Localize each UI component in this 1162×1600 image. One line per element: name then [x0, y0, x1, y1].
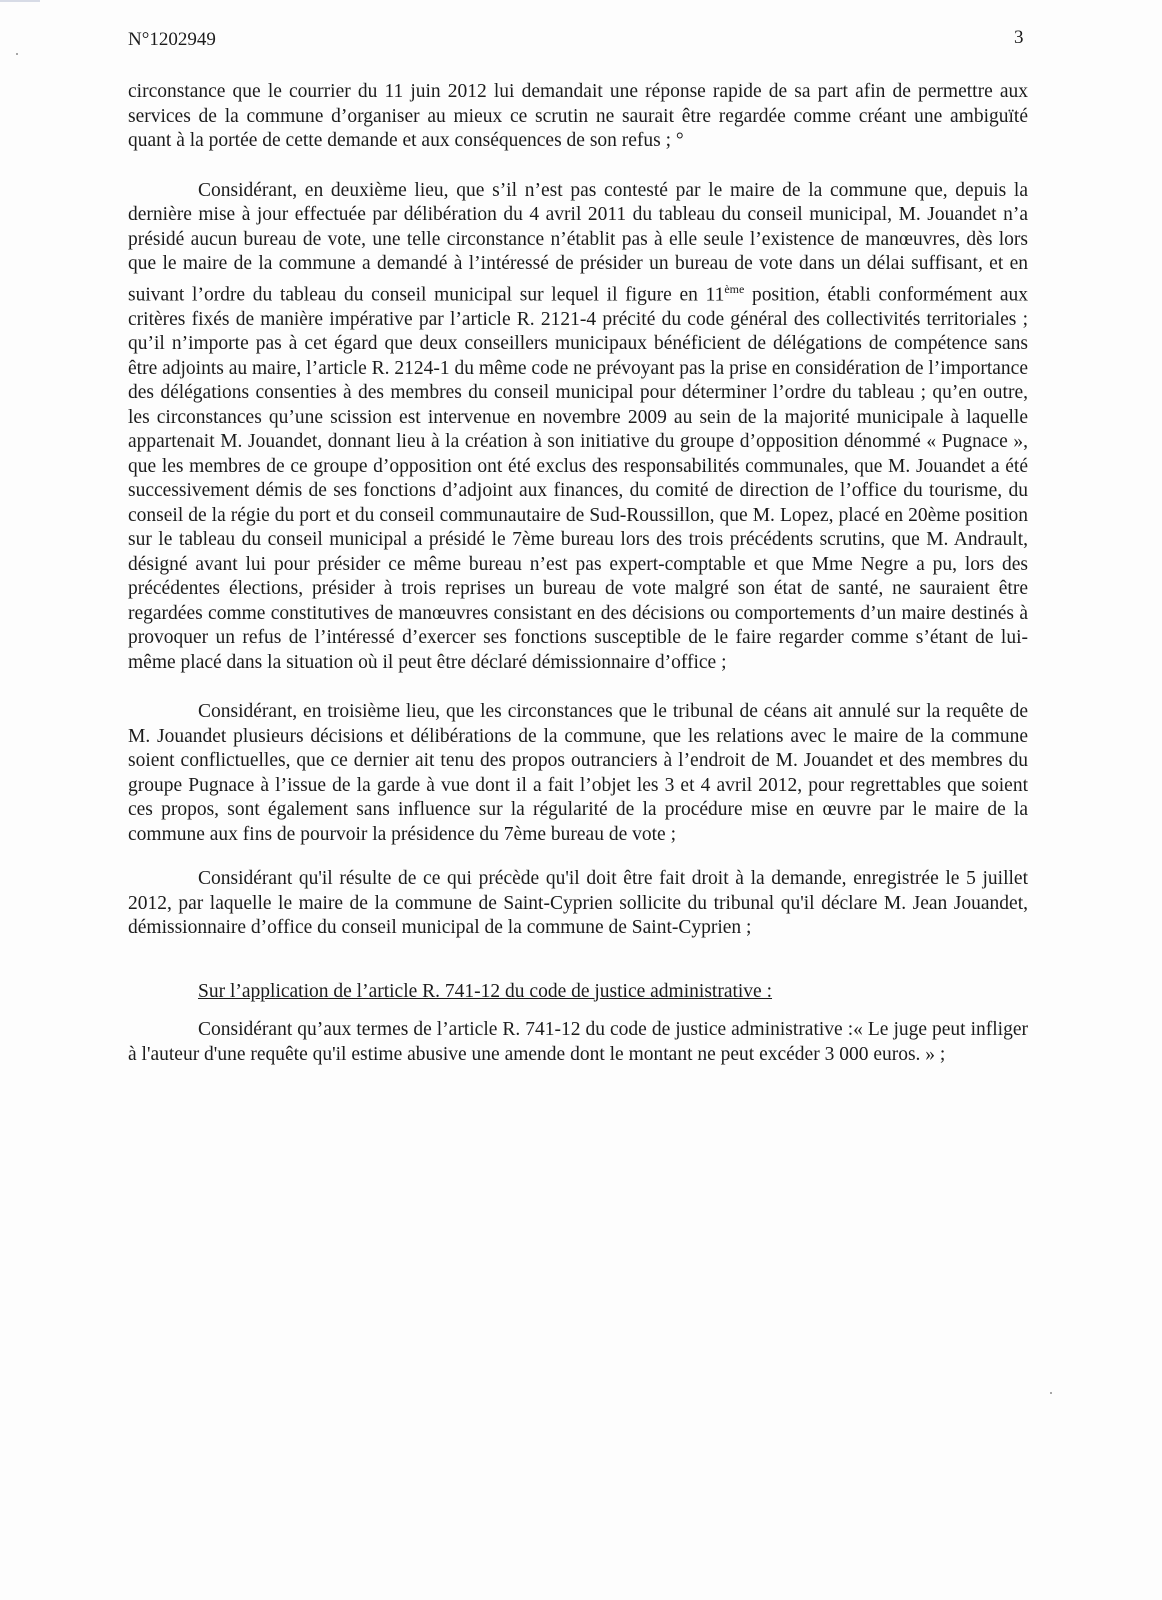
ordinal-superscript: ème [724, 281, 745, 296]
paragraph-troisieme-lieu: Considérant, en troisième lieu, que les circonstances que le tribunal de céans ait annulé sur la requête de M. Jouandet plusieurs décisions et délibérations de la commune, que les relations avec le maire de la commune soient conflictuelles, que ce dernier ait tenu des propos outranciers à l’endroit de M. Jouandet et des membres du groupe Pugnace à l’issue de la garde à vue dont il a fait l’objet les 3 et 4 avril 2012, pour regrettables que soient ces propos, sont également sans influence sur la régularité de la procédure mise en œuvre par le maire de la commune aux fins de pourvoir la présidence du 7ème bureau de vote ; [128, 701, 1028, 845]
paragraph-conclusion: Considérant qu'il résulte de ce qui précède qu'il doit être fait droit à la demande, enregistrée le 5 juillet 2012, par laquelle le maire de la commune de Saint-Cyprien sollicite du tribunal qu'il déclare M. Jean Jouandet, démissionnaire d’office du conseil municipal de la commune de Saint-Cyprien ; [128, 868, 1028, 938]
paragraph-text: Considérant, en deuxième lieu, que s’il n’est pas contesté par le maire de la commune que, depuis la dernière mise à jour effectuée par délibération du 4 avril 2011 du tableau du conseil municipal, M. Jouandet n’a présidé aucun bureau de vote, une telle circonstance n’établit pas à elle seule l’existence de manœuvres, dès lors que le maire de la commune a demandé à l’intéressé de présider un bureau de vote dans un délai suffisant, et en suivant l’ordre du tableau du conseil municipal sur lequel il figure en 11 [128, 179, 1028, 305]
document-body [128, 80, 1028, 1067]
scan-speck [16, 53, 18, 55]
case-number: N°1202949 [128, 29, 216, 50]
scan-edge-mark [0, 0, 40, 2]
paragraph-continuation: circonstance que le courrier du 11 juin 2012 lui demandait une réponse rapide de sa part afin de permettre aux services de la commune d’organiser au mieux ce scrutin ne saurait être regardée comme créant une ambiguïté quant à la portée de cette demande et aux conséquences de son refus ; ° [128, 81, 1028, 151]
page-number: 3 [1014, 27, 1024, 48]
scan-speck [1050, 1392, 1052, 1394]
paragraph-article-r741-12: Considérant qu’aux termes de l’article R. 741-12 du code de justice administrative :« Le juge peut infliger à l'auteur d'une requête qu'il estime abusive une amende dont le montant ne peut excéder 3 000 euros. » ; [128, 1019, 1028, 1065]
section-heading: Sur l’application de l’article R. 741-12 du code de justice administrative : [198, 980, 773, 1002]
paragraph-text: position, établi conformément aux critères fixés de manière impérative par l’article R. 2121-4 précité du code général des collectivités territoriales ; qu’il n’importe pas à cet égard que deux conseillers municipaux bénéficient de délégations de compétence sans être adjoints au maire, l’article R. 2124-1 du même code ne prévoyant pas la prise en considération de l’importance des délégations consenties à des membres du conseil municipal pour déterminer l’ordre du tableau ; qu’en outre, les circonstances qu’une scission est intervenue en novembre 2009 au sein de la majorité municipale à laquelle appartenait M. Jouandet, donnant lieu à la création à son initiative du groupe d’opposition dénommé « Pugnace », que les membres de ce groupe d’opposition ont été exclus des responsabilités communales, que M. Jouandet a été successivement démis de ses fonctions d’adjoint aux finances, du comité de direction de l’office du tourisme, du conseil de la régie du port et du conseil communautaire de Sud-Roussillon, que M. Lopez, placé en 20ème position sur le tableau du conseil municipal a présidé le 7ème bureau lors des trois précédents scrutins, que M. Andrault, désigné avant lui pour présider ce même bureau n’est pas expert-comptable et que Mme Negre a pu, lors des précédentes élections, présider à trois reprises un bureau de vote malgré son état de santé, ne sauraient être regardées comme constitutives de manœuvres consistant en des décisions ou comportements d’un maire destinés à provoquer un refus de l’intéressé d’exercer ses fonctions susceptible de le faire regarder comme s’étant de lui-même placé dans la situation où il peut être déclaré démissionnaire d’office ; [128, 284, 1029, 673]
paragraph-deuxieme-lieu [128, 179, 1028, 676]
